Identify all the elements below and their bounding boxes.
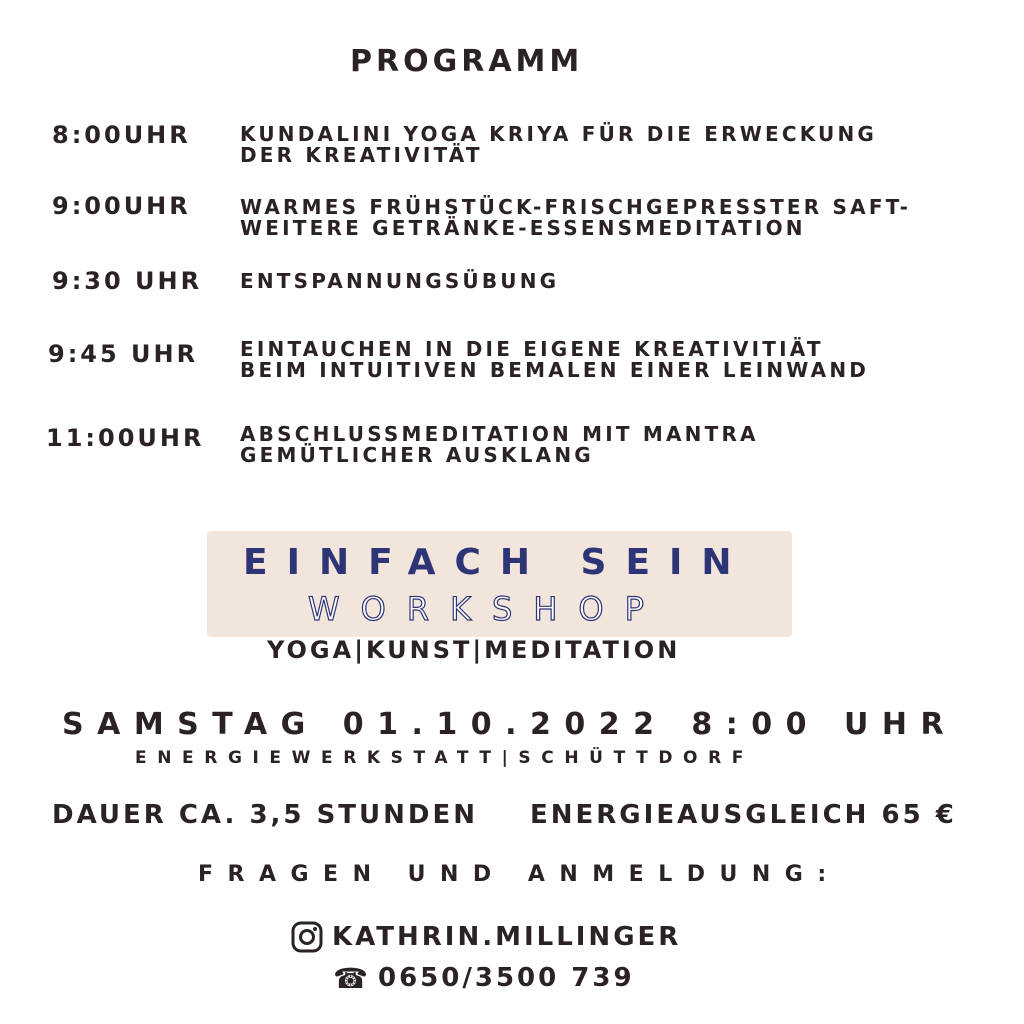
schedule-activity-line: WARMES FRÜHSTÜCK-FRISCHGEPRESSTER SAFT-	[240, 195, 912, 219]
page-title: PROGRAMM	[350, 44, 584, 79]
schedule-activity	[240, 424, 759, 466]
schedule-activity-line: KUNDALINI YOGA KRIYA FÜR DIE ERWECKUNG	[240, 122, 878, 146]
instagram-handle[interactable]: KATHRIN.MILLINGER	[332, 922, 682, 952]
schedule-activity	[240, 197, 911, 239]
phone-number[interactable]: 0650/3500 739	[378, 963, 635, 993]
schedule-activity-line: ENTSPANNUNGSÜBUNG	[240, 269, 560, 293]
schedule-activity-line: DER KREATIVITÄT	[240, 143, 483, 167]
event-fee: ENERGIEAUSGLEICH 65 €	[530, 800, 957, 830]
telephone-icon: ☎	[333, 962, 368, 995]
schedule-activity-line: GEMÜTLICHER AUSKLANG	[240, 443, 594, 467]
schedule-activity-line: ABSCHLUSSMEDITATION MIT MANTRA	[240, 422, 759, 446]
banner-subtitle: WORKSHOP	[308, 590, 665, 628]
schedule-activity-line: EINTAUCHEN IN DIE EIGENE KREATIVITIÄT	[240, 337, 824, 361]
contact-heading: FRAGEN UND ANMELDUNG:	[198, 862, 841, 887]
instagram-icon	[291, 921, 323, 953]
schedule-activity-line: WEITERE GETRÄNKE-ESSENSMEDITATION	[240, 216, 806, 240]
event-venue: ENERGIEWERKSTATT|SCHÜTTDORF	[135, 748, 755, 768]
schedule-time: 8:00UHR	[52, 121, 191, 149]
schedule-time: 9:45 UHR	[48, 340, 199, 368]
schedule-time: 9:00UHR	[52, 192, 191, 220]
schedule-time: 9:30 UHR	[52, 267, 203, 295]
schedule-activity	[240, 271, 559, 292]
schedule-activity	[240, 124, 877, 166]
event-duration: DAUER CA. 3,5 STUNDEN	[52, 800, 479, 830]
schedule-activity	[240, 339, 869, 381]
schedule-activity-line: BEIM INTUITIVEN BEMALEN EINER LEINWAND	[240, 358, 870, 382]
schedule-time: 11:00UHR	[46, 424, 205, 452]
event-date: SAMSTAG 01.10.2022 8:00 UHR	[62, 707, 958, 742]
banner-title: EINFACH SEIN	[243, 542, 751, 583]
tagline: YOGA|KUNST|MEDITATION	[267, 636, 681, 664]
